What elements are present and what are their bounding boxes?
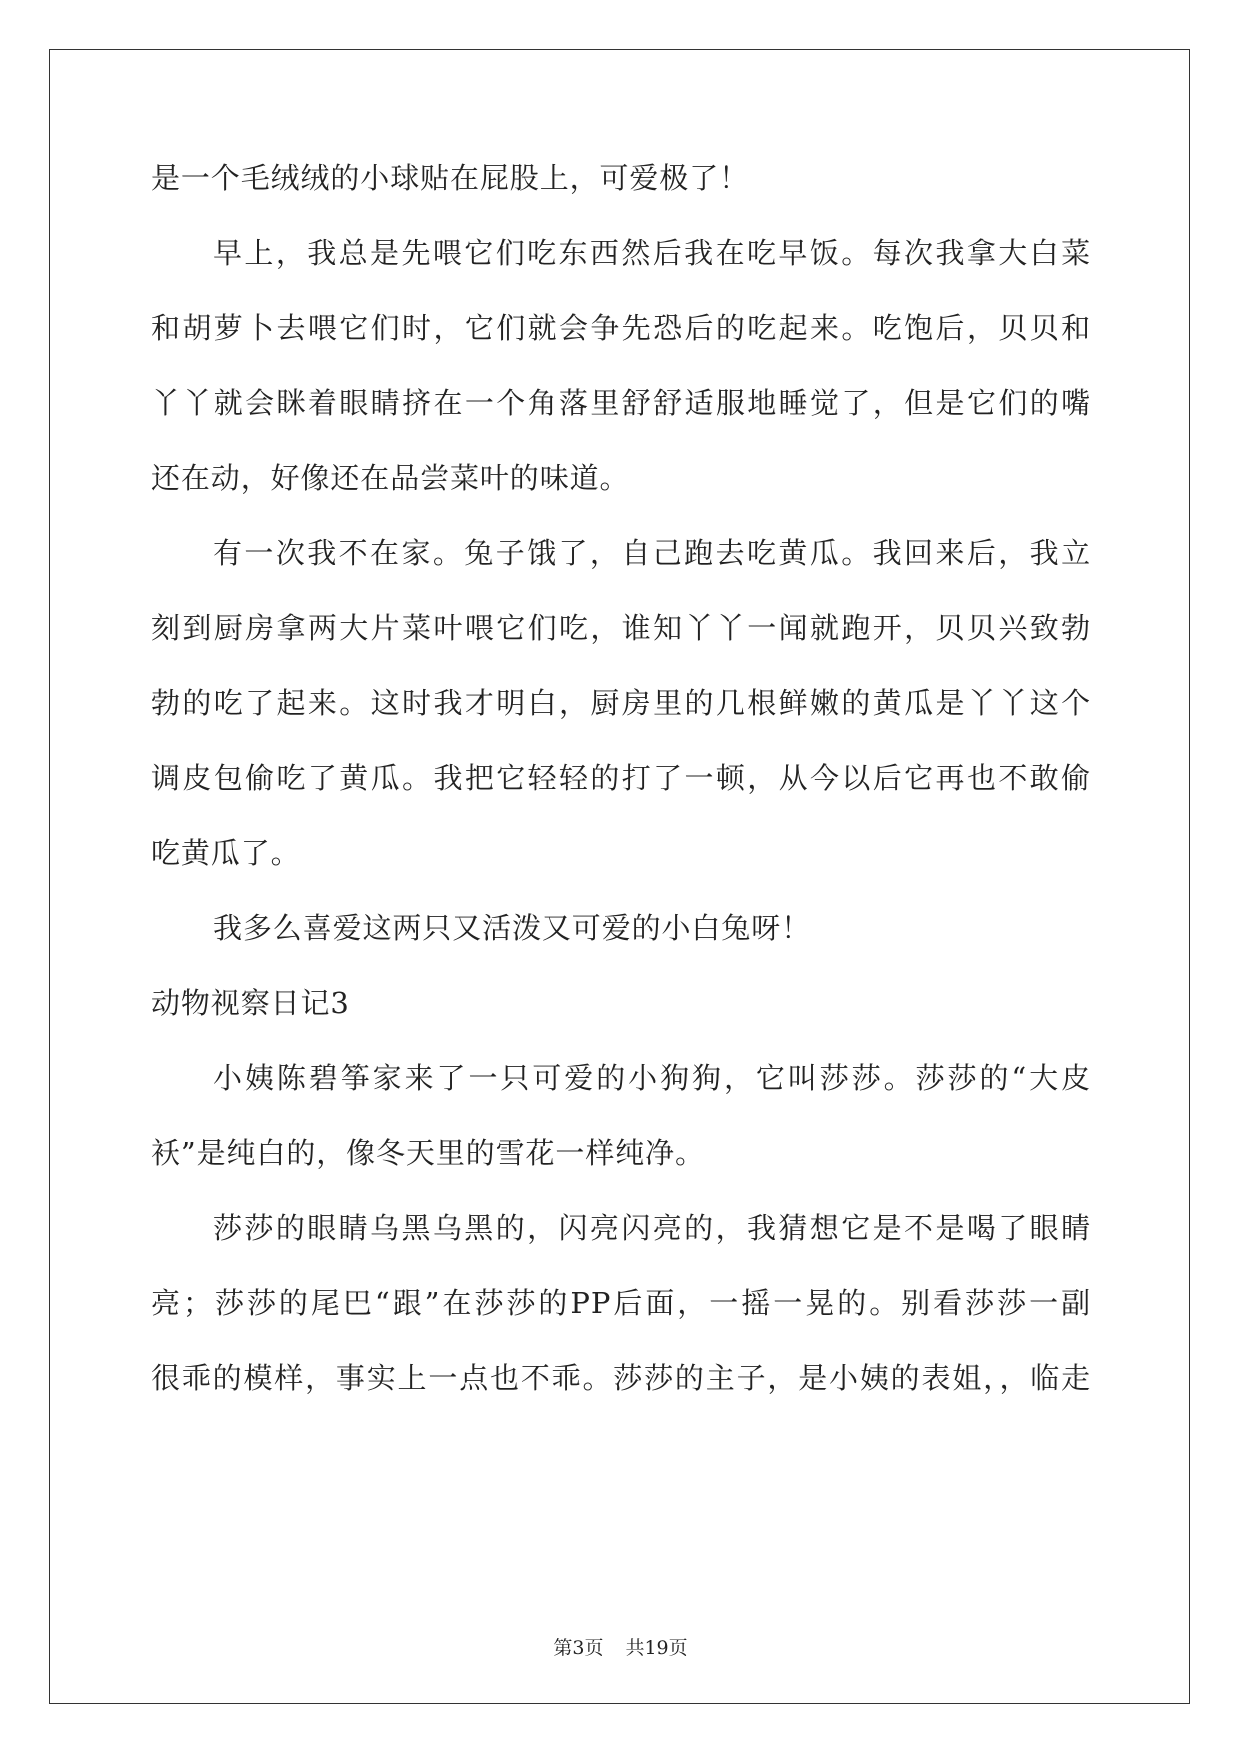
page-number: 第3页	[553, 1637, 604, 1659]
text-line-2: 早上，我总是先喂它们吃东西然后我在吃早饭。每次我拿大白菜	[213, 236, 1091, 270]
text-line-4: 丫丫就会眯着眼睛挤在一个角落里舒舒适服地睡觉了，但是它们的嘴	[151, 386, 1091, 420]
page-frame	[49, 49, 1190, 1704]
text-line-17: 很乖的模样，事实上一点也不乖。莎莎的主子，是小姨的表姐，，临走	[151, 1361, 1091, 1395]
text-line-6: 有一次我不在家。兔子饿了，自己跑去吃黄瓜。我回来后，我立	[213, 536, 1091, 570]
text-line-11: 我多么喜爱这两只又活泼又可爱的小白兔呀！	[213, 911, 812, 945]
text-line-16: 亮；莎莎的尾巴“跟”在莎莎的PP后面，一摇一晃的。别看莎莎一副	[151, 1286, 1091, 1320]
text-line-15: 莎莎的眼睛乌黑乌黑的，闪亮闪亮的，我猜想它是不是喝了眼睛	[213, 1211, 1091, 1245]
text-line-1: 是一个毛绒绒的小球贴在屁股上，可爱极了！	[151, 161, 750, 195]
text-line-13: 小姨陈碧筝家来了一只可爱的小狗狗，它叫莎莎。莎莎的“大皮	[213, 1061, 1091, 1095]
text-line-10: 吃黄瓜了。	[151, 836, 301, 870]
section-heading: 动物视察日记3	[151, 986, 350, 1020]
text-line-5: 还在动，好像还在品尝菜叶的味道。	[151, 461, 630, 495]
page-footer	[0, 1636, 1241, 1660]
total-pages: 共19页	[625, 1637, 688, 1659]
text-line-14: 袄”是纯白的，像冬天里的雪花一样纯净。	[151, 1136, 705, 1170]
text-line-9: 调皮包偷吃了黄瓜。我把它轻轻的打了一顿，从今以后它再也不敢偷	[151, 761, 1091, 795]
text-line-8: 勃的吃了起来。这时我才明白，厨房里的几根鲜嫩的黄瓜是丫丫这个	[151, 686, 1091, 720]
text-line-7: 刻到厨房拿两大片菜叶喂它们吃，谁知丫丫一闻就跑开，贝贝兴致勃	[151, 611, 1091, 645]
text-line-3: 和胡萝卜去喂它们时，它们就会争先恐后的吃起来。吃饱后，贝贝和	[151, 311, 1091, 345]
